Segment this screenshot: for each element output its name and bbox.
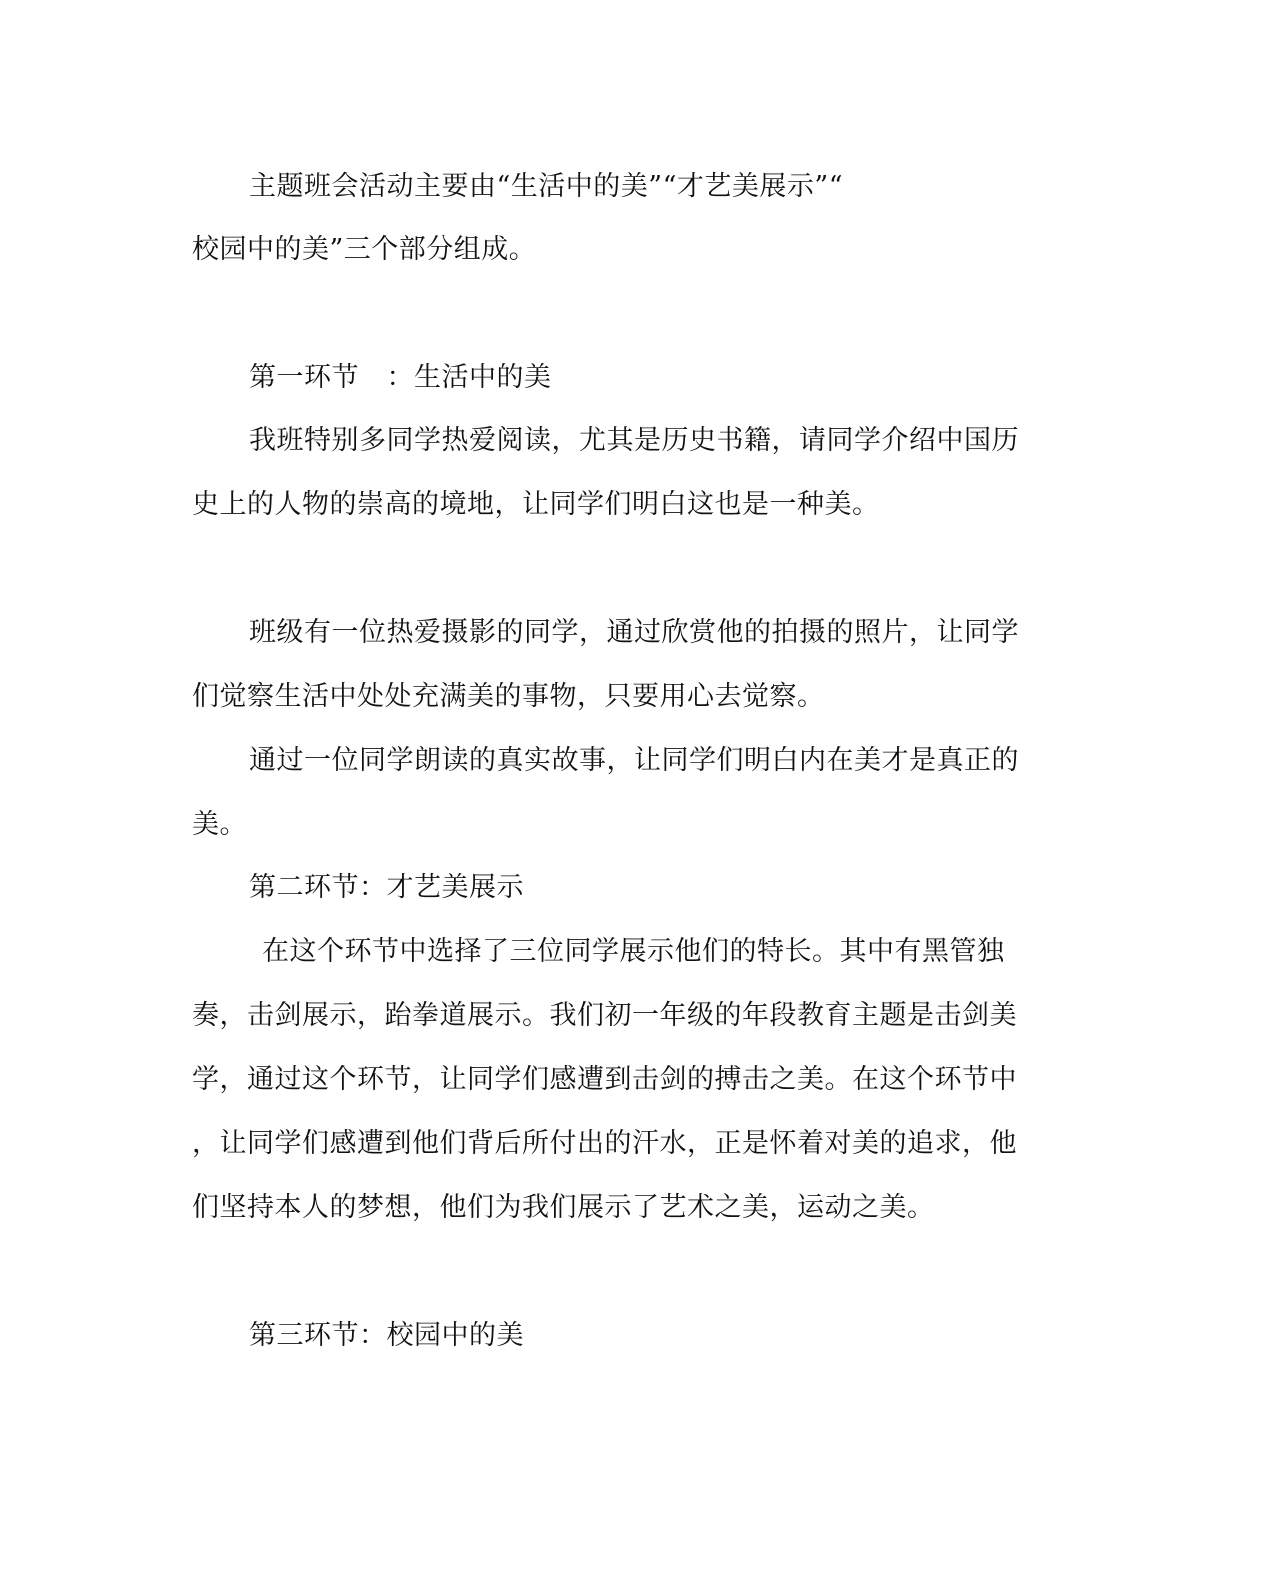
section-heading-2: 第二环节：才艺美展示: [249, 872, 524, 903]
paragraph-photo-line-1: 班级有一位热爱摄影的同学，通过欣赏他的拍摄的照片，让同学: [249, 617, 1019, 648]
section-heading-1: 第一环节 ：生活中的美: [249, 362, 552, 393]
paragraph-talent-line-4: ，让同学们感遭到他们背后所付出的汗水，正是怀着对美的追求，他: [192, 1128, 1017, 1159]
paragraph-intro-line-2: 校园中的美”三个部分组成。: [192, 234, 537, 265]
paragraph-story-line-2: 美。: [192, 809, 247, 840]
paragraph-intro-line-1: 主题班会活动主要由“生活中的美”“才艺美展示”“: [249, 171, 844, 202]
paragraph-talent-line-5: 们坚持本人的梦想，他们为我们展示了艺术之美，运动之美。: [192, 1192, 935, 1223]
paragraph-talent-line-2: 奏，击剑展示，跆拳道展示。我们初一年级的年段教育主题是击剑美: [192, 1000, 1017, 1031]
paragraph-reading-line-1: 我班特别多同学热爱阅读，尤其是历史书籍，请同学介绍中国历: [249, 425, 1019, 456]
paragraph-talent-line-1: 在这个环节中选择了三位同学展示他们的特长。其中有黑管独: [262, 936, 1005, 967]
paragraph-reading-line-2: 史上的人物的崇高的境地，让同学们明白这也是一种美。: [192, 489, 880, 520]
paragraph-story-line-1: 通过一位同学朗读的真实故事，让同学们明白内在美才是真正的: [249, 745, 1019, 776]
paragraph-talent-line-3: 学，通过这个环节，让同学们感遭到击剑的搏击之美。在这个环节中: [192, 1064, 1017, 1095]
paragraph-photo-line-2: 们觉察生活中处处充满美的事物，只要用心去觉察。: [192, 681, 825, 712]
section-heading-3: 第三环节：校园中的美: [249, 1320, 524, 1351]
